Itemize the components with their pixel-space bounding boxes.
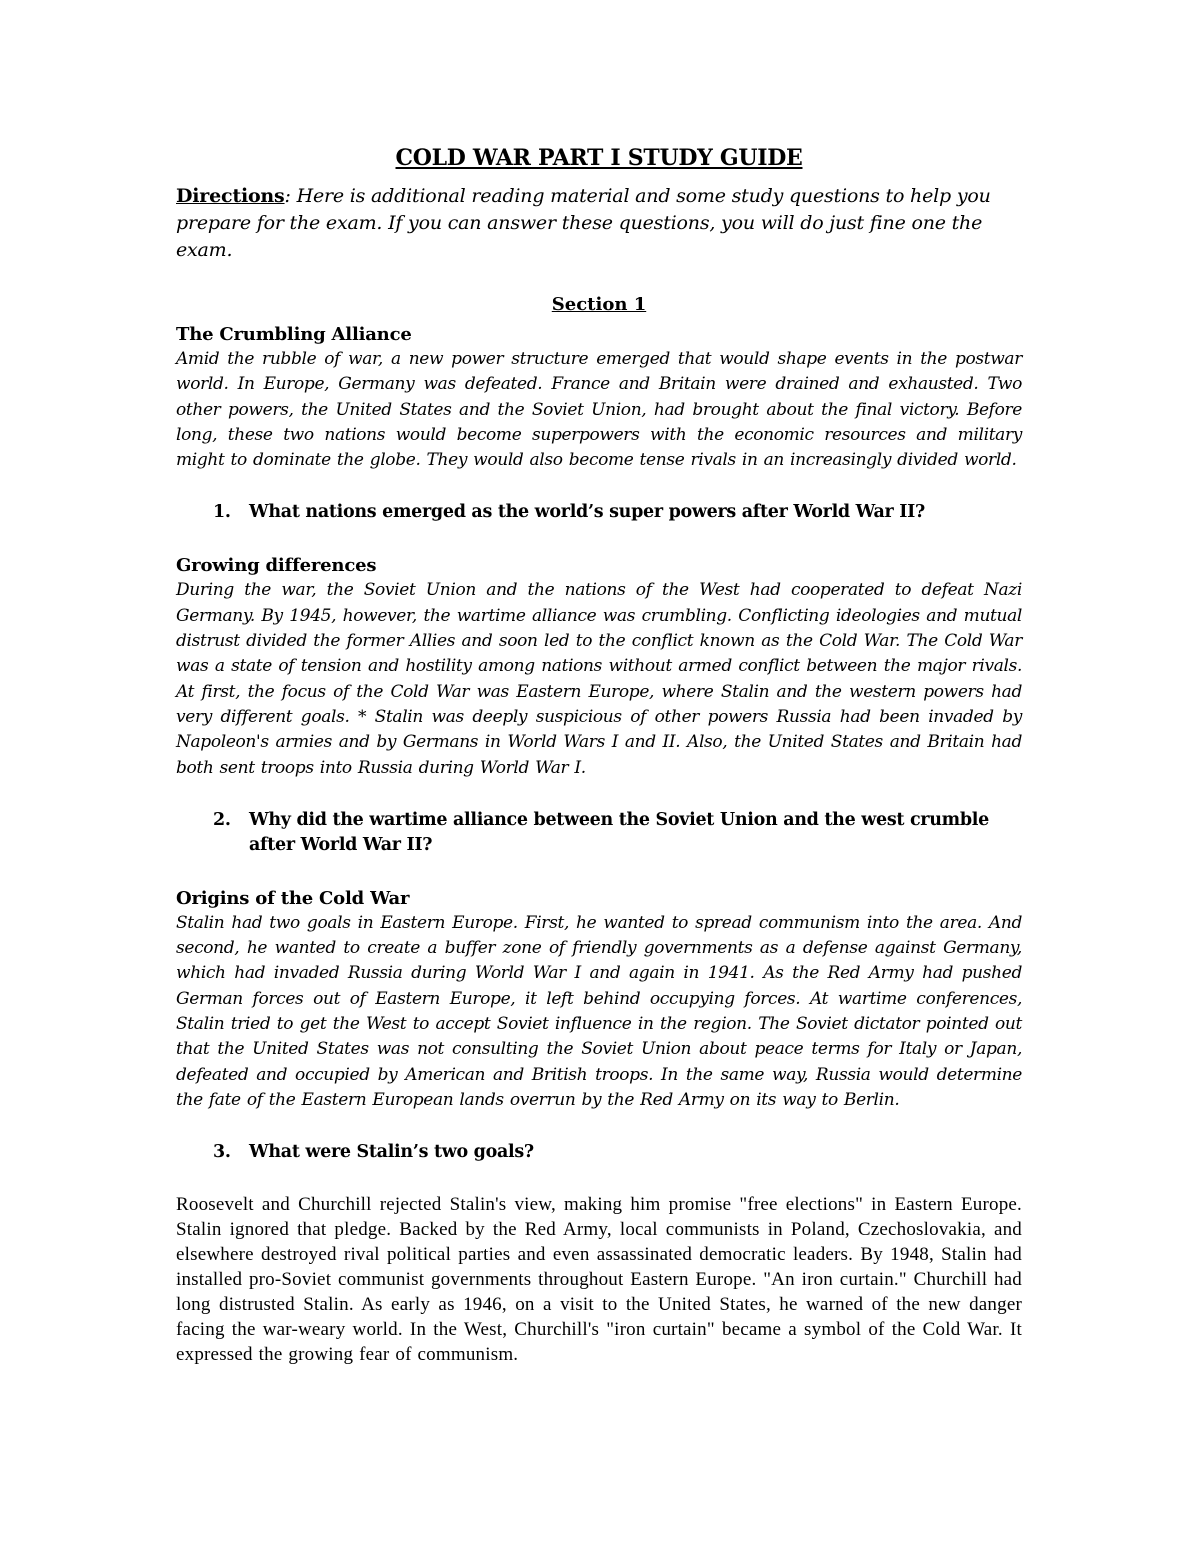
- block-text-growing-differences: During the war, the Soviet Union and the nations of the West had cooperated to defeat Nazi Germany. By 1945, however, the wartime alliance was crumbling. Conflicting ideologies and mutual distrust divided the former Allies and soon led to the conflict known as the Cold War. The Cold War was a state of tension and hostility among nations without armed conflict between the major rivals. At first, the focus of the Cold War was Eastern Europe, where Stalin and the western powers had very different goals. * Stalin was deeply suspicious of other powers Russia had been invaded by Napoleon's armies and by Germans in World Wars I and II. Also, the United States and Britain had both sent troops into Russia during World War I.: [176, 580, 1022, 778]
- document-title: COLD WAR PART I STUDY GUIDE: [395, 145, 803, 171]
- block-heading-origins-cold-war: Origins of the Cold War: [176, 887, 410, 909]
- final-paragraph: Roosevelt and Churchill rejected Stalin's view, making him promise "free elections" in Eastern Europe. Stalin ignored that pledge. Backed by the Red Army, local communists in Poland, Czechoslovakia, and elsewhere destroyed rival political parties and even assassinated democratic leaders. By 1948, Stalin had installed pro-Soviet communist governments throughout Eastern Europe. "An iron curtain." Churchill had long distrusted Stalin. As early as 1946, on a visit to the United States, he warned of the new danger facing the war-weary world. In the West, Churchill's "iron curtain" became a symbol of the Cold War. It expressed the growing fear of communism.: [176, 1194, 1022, 1365]
- question-text: What were Stalin’s two goals?: [249, 1142, 534, 1163]
- section-heading: Section 1: [551, 294, 647, 315]
- block-text-origins-cold-war: Stalin had two goals in Eastern Europe. First, he wanted to spread communism into the area. And second, he wanted to create a buffer zone of friendly governments as a defense against Germany, which had invaded Russia during World War I and again in 1941. As the Red Army had pushed German forces out of Eastern Europe, it left behind occupying forces. At wartime conferences, Stalin tried to get the West to accept Soviet influence in the region. The Soviet dictator pointed out that the United States was not consulting the Soviet Union about peace terms for Italy or Japan, defeated and occupied by American and British troops. In the same way, Russia would determine the fate of the Eastern European lands overrun by the Red Army on its way to Berlin.: [176, 912, 1022, 1110]
- question-number: 1.: [213, 502, 231, 523]
- question-3: [176, 1140, 1022, 1165]
- block-heading-growing-differences: Growing differences: [176, 555, 377, 577]
- directions-text: : Here is additional reading material and some study questions to help you prepare for the exam. If you can answer these questions, you will do just fine one the exam.: [176, 185, 991, 261]
- directions: [176, 183, 1022, 264]
- question-2: [176, 808, 1022, 858]
- question-1: [176, 500, 1022, 525]
- document-page: [176, 142, 1022, 1368]
- question-text: Why did the wartime alliance between the Soviet Union and the west crumble after World War II?: [249, 809, 989, 855]
- directions-label: Directions: [176, 185, 285, 207]
- question-number: 3.: [213, 1142, 231, 1163]
- question-text: What nations emerged as the world’s super powers after World War II?: [249, 502, 925, 523]
- question-number: 2.: [213, 809, 231, 830]
- block-text-crumbling-alliance: Amid the rubble of war, a new power structure emerged that would shape events in the postwar world. In Europe, Germany was defeated. France and Britain were drained and exhausted. Two other powers, the United States and the Soviet Union, had brought about the final victory. Before long, these two nations would become superpowers with the economic resources and military might to dominate the globe. They would also become tense rivals in an increasingly divided world.: [176, 349, 1022, 471]
- block-heading-crumbling-alliance: The Crumbling Alliance: [176, 324, 412, 345]
